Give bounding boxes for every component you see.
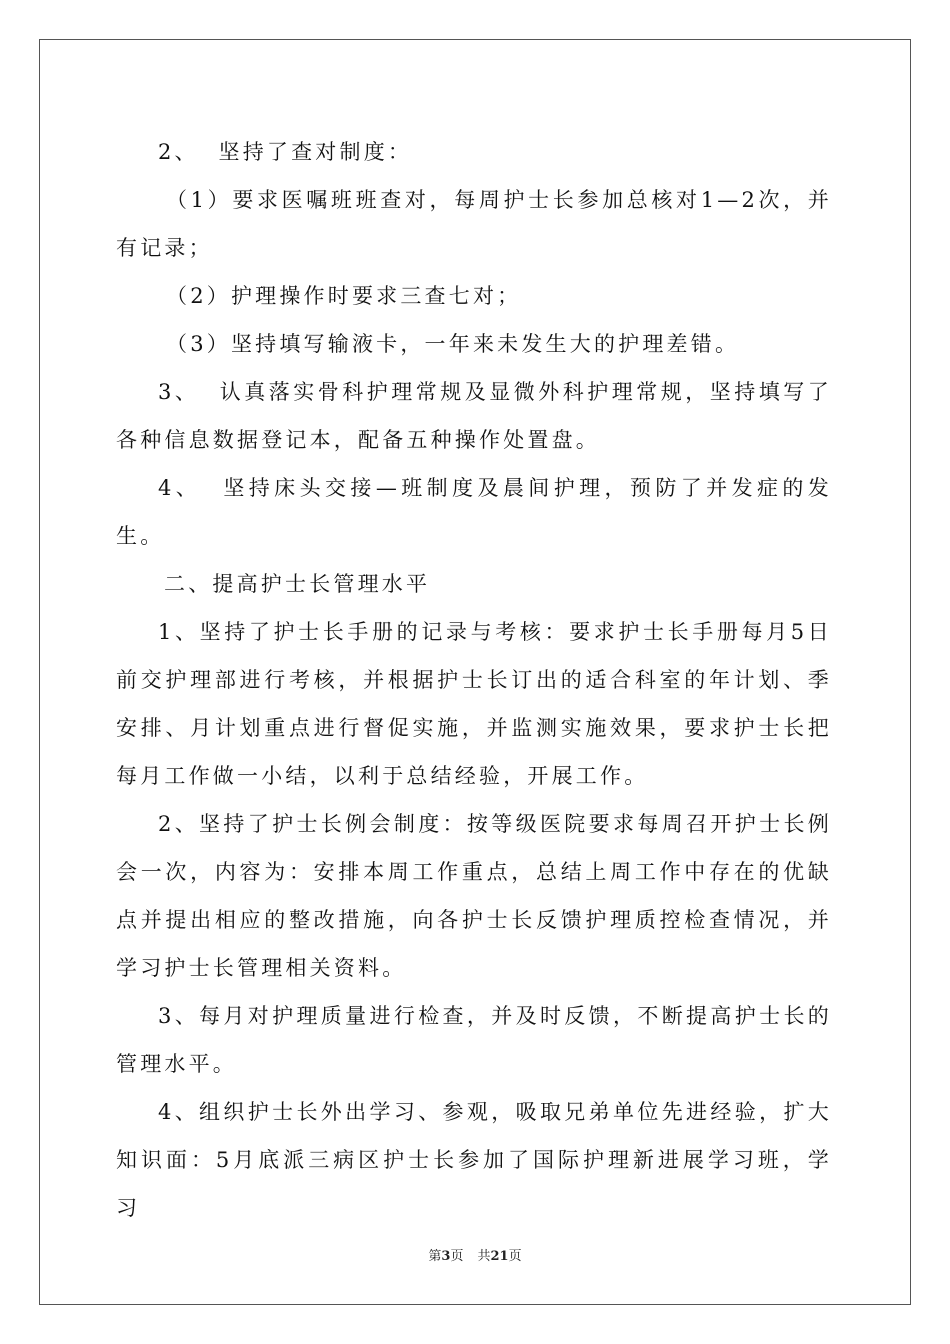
paragraph-2: （1）要求医嘱班班查对，每周护士长参加总核对1—2次，并有记录； (116, 188, 832, 260)
paragraph-8: 1、坚持了护士长手册的记录与考核：要求护士长手册每月5日前交护理部进行考核，并根据护士长订出的适合科室的年计划、季安排、月计划重点进行督促实施，并监测实施效果，要求护士长把每月工作做一小结，以利于总结经验，开展工作。 (116, 620, 832, 788)
paragraph-1: 2、 坚持了查对制度： (158, 140, 413, 164)
total-pages: 21 (490, 1249, 509, 1264)
total-suffix: 页 (508, 1249, 522, 1264)
paragraph-4: （3）坚持填写输液卡，一年来未发生大的护理差错。 (166, 332, 740, 356)
paragraph-5: 3、 认真落实骨科护理常规及显微外科护理常规，坚持填写了各种信息数据登记本，配备五种操作处置盘。 (116, 380, 832, 452)
paragraph-11: 4、组织护士长外出学习、参观，吸取兄弟单位先进经验，扩大知识面：5月底派三病区护士长参加了国际护理新进展学习班，学习 (116, 1100, 832, 1220)
page-number: 3 (441, 1249, 451, 1264)
page-footer (0, 1248, 950, 1266)
total-prefix: 共 (477, 1249, 491, 1264)
section-heading: 二、提高护士长管理水平 (164, 572, 431, 596)
page-prefix: 第 (428, 1249, 442, 1264)
paragraph-6: 4、 坚持床头交接—班制度及晨间护理，预防了并发症的发生。 (116, 476, 832, 548)
page-suffix: 页 (450, 1249, 464, 1264)
paragraph-10: 3、每月对护理质量进行检查，并及时反馈，不断提高护士长的管理水平。 (116, 1004, 832, 1076)
paragraph-3: （2）护理操作时要求三查七对； (166, 284, 522, 308)
paragraph-9: 2、坚持了护士长例会制度：按等级医院要求每周召开护士长例会一次，内容为：安排本周工作重点，总结上周工作中存在的优缺点并提出相应的整改措施，向各护士长反馈护理质控检查情况，并学习护士长管理相关资料。 (116, 812, 832, 980)
document-body (116, 128, 832, 1232)
